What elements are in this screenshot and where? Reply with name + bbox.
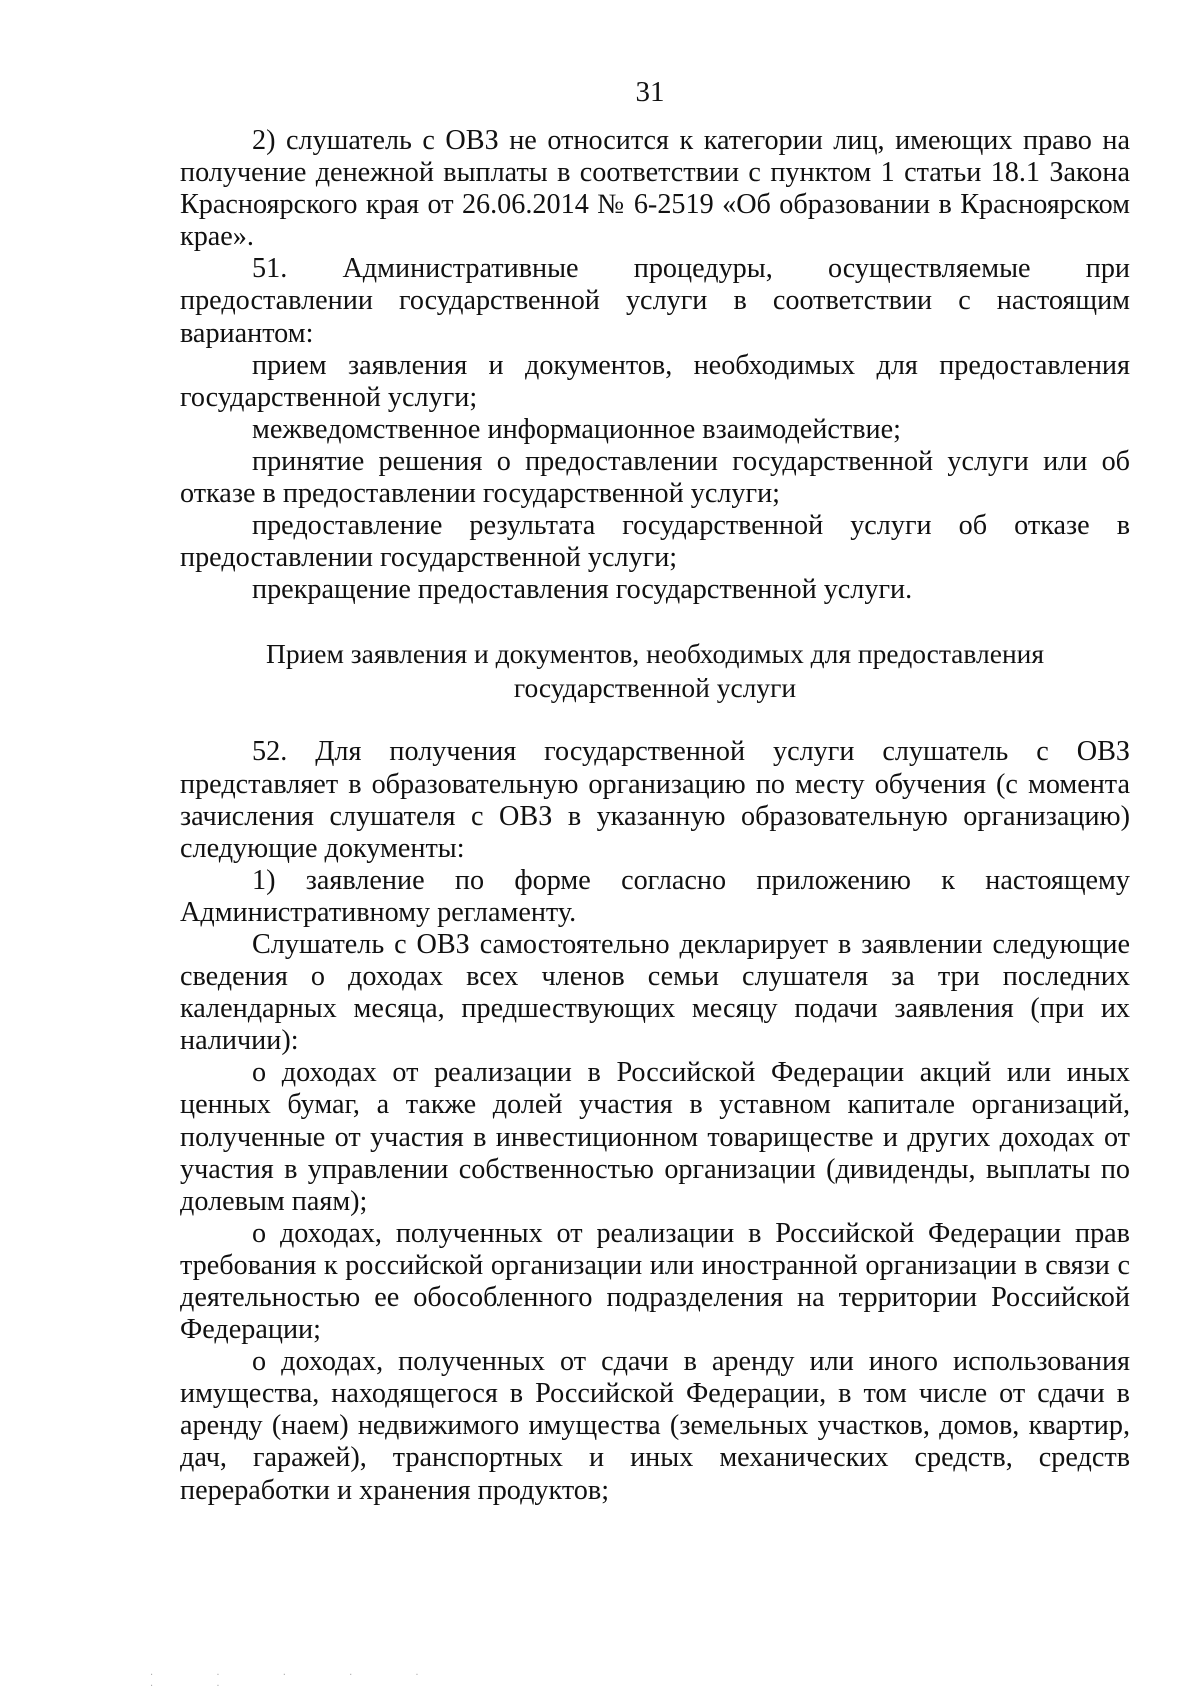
procedure-item: прием заявления и документов, необходимых для предоставления государственной услуги;	[180, 349, 1130, 413]
procedure-item: предоставление результата государственной услуги об отказе в предоставлении государственной услуги;	[180, 510, 1130, 574]
paragraph-51: 51. Административные процедуры, осуществляемые при предоставлении государственной услуги в соответствии с настоящим вариантом:	[180, 253, 1130, 349]
document-body	[180, 125, 1130, 1507]
section-heading	[180, 637, 1130, 705]
income-item: о доходах, полученных от сдачи в аренду или иного использования имущества, находящегося в Российской Федерации, в том числе от сдачи в аренду (наем) недвижимого имущества (земельных участков, домов, квартир, дач, гаражей), транспортных и иных механических средств, средств переработки и хранения продуктов;	[180, 1346, 1130, 1506]
scan-artifact-dots: · · · · · · ·	[150, 1670, 449, 1692]
section-heading-line-2: государственной услуги	[513, 672, 797, 704]
section-heading-line-1: Прием заявления и документов, необходимых для предоставления	[265, 638, 1045, 670]
paragraph-52: 52. Для получения государственной услуги слушатель с ОВЗ представляет в образовательную организацию по месту обучения (с момента зачисления слушателя с ОВЗ в указанную образовательную организацию) следующие документы:	[180, 736, 1130, 864]
paragraph-52-item-1: 1) заявление по форме согласно приложению к настоящему Административному регламенту.	[180, 864, 1130, 928]
procedure-item: принятие решения о предоставлении государственной услуги или об отказе в предоставлении государственной услуги;	[180, 445, 1130, 510]
income-item: о доходах, полученных от реализации в Российской Федерации прав требования к российской организации или иностранной организации в связи с деятельностью ее обособленного подразделения на территории Российской Федерации;	[180, 1217, 1130, 1346]
income-item: о доходах от реализации в Российской Федерации акций или иных ценных бумаг, а также долей участия в уставном капитале организаций, полученные от участия в инвестиционном товариществе и других доходах от участия в управлении собственностью организации (дивиденды, выплаты по долевым паям);	[180, 1057, 1130, 1217]
paragraph-item-2: 2) слушатель с ОВЗ не относится к категории лиц, имеющих право на получение денежной выплаты в соответствии с пунктом 1 статьи 18.1 Закона Красноярского края от 26.06.2014 № 6-2519 «Об образовании в Красноярском крае».	[180, 125, 1130, 253]
procedure-item: межведомственное информационное взаимодействие;	[252, 413, 901, 445]
page-number: 31	[635, 76, 665, 108]
declaration-paragraph: Слушатель с ОВЗ самостоятельно декларирует в заявлении следующие сведения о доходах всех членов семьи слушателя за три последних календарных месяца, предшествующих месяцу подачи заявления (при их наличии):	[180, 928, 1130, 1057]
procedure-item: прекращение предоставления государственной услуги.	[252, 574, 913, 606]
